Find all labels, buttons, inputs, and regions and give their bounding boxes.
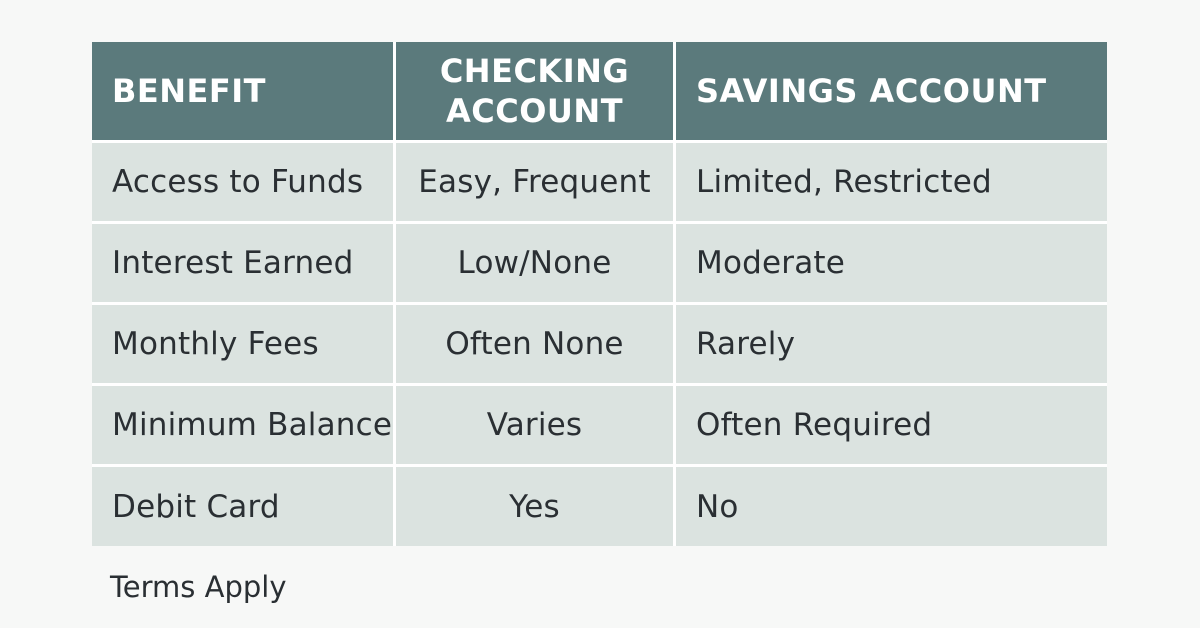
footnote: Terms Apply <box>110 570 287 604</box>
row-benefit-cell: Interest Earned <box>92 224 396 305</box>
header-checking-account: CHECKING ACCOUNT <box>396 42 676 143</box>
row-benefit-cell: Access to Funds <box>92 143 396 224</box>
row-checking-cell: Often None <box>396 305 676 386</box>
row-benefit-cell: Debit Card <box>92 467 396 546</box>
comparison-table <box>92 42 1107 546</box>
row-savings-cell: No <box>676 467 1107 546</box>
row-benefit-cell: Monthly Fees <box>92 305 396 386</box>
row-checking-cell: Low/None <box>396 224 676 305</box>
header-savings-account: SAVINGS ACCOUNT <box>676 42 1107 143</box>
row-savings-cell: Often Required <box>676 386 1107 467</box>
header-benefit: BENEFIT <box>92 42 396 143</box>
row-savings-cell: Rarely <box>676 305 1107 386</box>
row-benefit-cell: Minimum Balance <box>92 386 396 467</box>
row-savings-cell: Limited, Restricted <box>676 143 1107 224</box>
row-savings-cell: Moderate <box>676 224 1107 305</box>
row-checking-cell: Easy, Frequent <box>396 143 676 224</box>
row-checking-cell: Varies <box>396 386 676 467</box>
row-checking-cell: Yes <box>396 467 676 546</box>
